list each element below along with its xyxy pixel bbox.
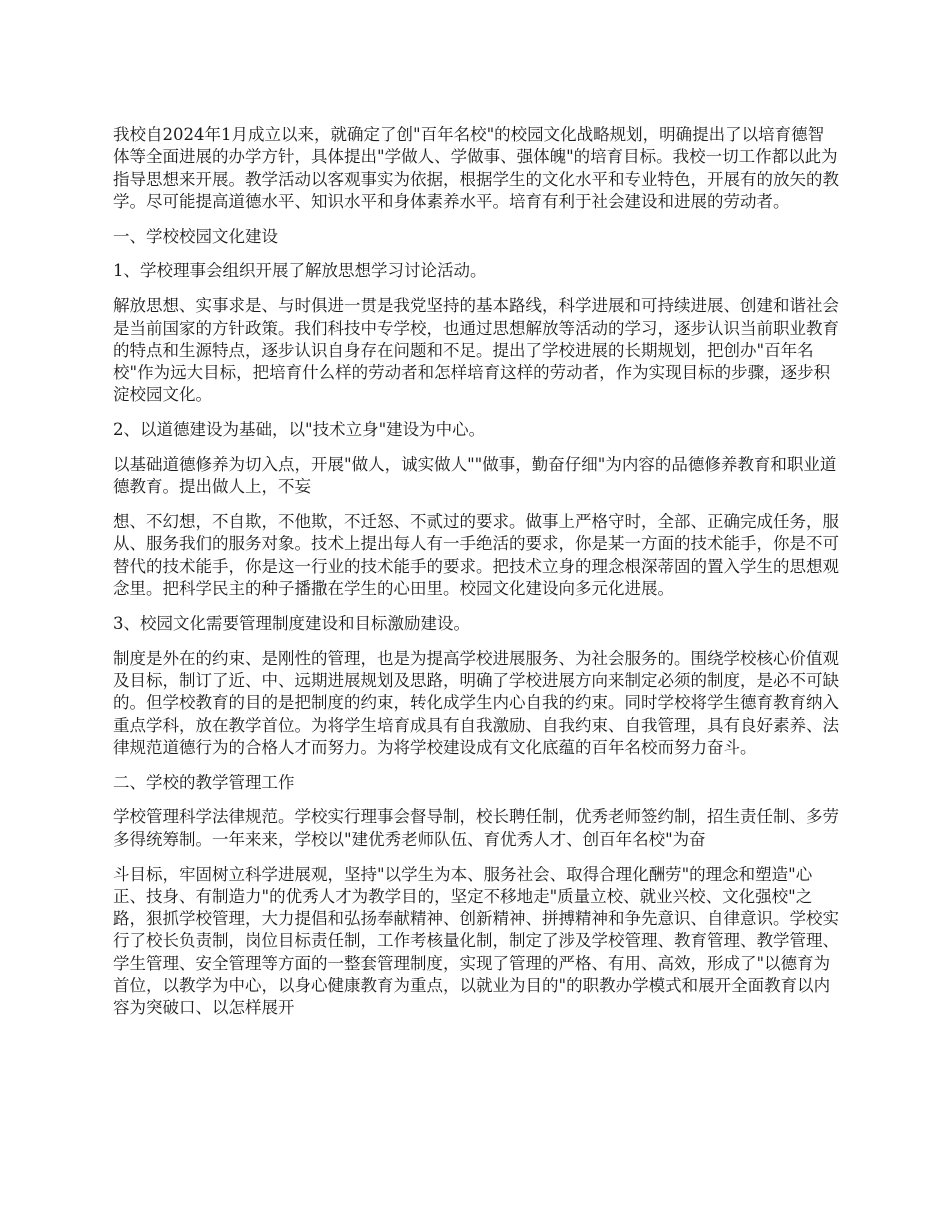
section-heading-campus-culture: 一、学校校园文化建设 — [113, 226, 278, 246]
subheading-3: 3、校园文化需要管理制度建设和目标激励建设。 — [113, 613, 470, 633]
paragraph-morality: 以基础道德修养为切入点，开展"做人，诚实做人""做事，勤奋仔细"为内容的品德修养教育和职业道德教育。提出做人上，不妄 — [113, 455, 837, 497]
paragraph-morality-cont: 想、不幻想，不自欺，不他欺，不迁怒、不贰过的要求。做事上严格守时，全部、正确完成任务，服从、服务我们的服务对象。技术上提出每人有一手绝活的要求，你是某一方面的技术能手，你是不可替代的技术能手，你是这一行业的技术能手的要求。把技术立身的理念根深蒂固的置入学生的思想观念里。把科学民主的种子播撒在学生的心田里。校园文化建设向多元化进展。 — [113, 512, 839, 599]
subheading-2: 2、以道德建设为基础，以"技术立身"建设为中心。 — [113, 420, 486, 440]
paragraph-liberation: 解放思想、实事求是、与时俱进一贯是我党坚持的基本路线，科学进展和可持续进展、创建和谐社会是当前国家的方针政策。我们科技中专学校，也通过思想解放等活动的学习，逐步认识当前职业教育的特点和生源特点，逐步认识自身存在问题和不足。提出了学校进展的长期规划，把创办"百年名校"作为远大目标，把培育什么样的劳动者和怎样培育这样的劳动者，作为实现目标的步骤，逐步积淀校园文化。 — [113, 296, 839, 405]
paragraph-management: 学校管理科学法律规范。学校实行理事会督导制，校长聘任制，优秀老师签约制，招生责任制、多劳多得统筹制。一年来来，学校以"建优秀老师队伍、育优秀人才、创百年名校"为奋 — [113, 807, 839, 849]
paragraph-management-cont: 斗目标，牢固树立科学进展观，坚持"以学生为本、服务社会、取得合理化酬劳"的理念和塑造"心正、技身、有制造力"的优秀人才为教学目的，坚定不移地走"质量立校、就业兴校、文化强校"之路，狠抓学校管理，大力提倡和弘扬奉献精神、创新精神、拼搏精神和争先意识、自律意识。学校实行了校长负责制，岗位目标责任制，工作考核量化制，制定了涉及学校管理、教育管理、教学管理、学生管理、安全管理等方面的一整套管理制度，实现了管理的严格、有用、高效，形成了"以德育为首位，以教学为中心，以身心健康教育为重点，以就业为目的"的职教办学模式和展开全面教育以内容为突破口、以怎样展开 — [113, 864, 839, 1018]
paragraph-system: 制度是外在的约束、是刚性的管理，也是为提高学校进展服务、为社会服务的。围绕学校核心价值观及目标，制订了近、中、远期进展规划及思路，明确了学校进展方向来制定必须的制度，是必不可缺的。但学校教育的目的是把制度的约束，转化成学生内心自我的约束。同时学校将学生德育教育纳入重点学科，放在教学首位。为将学生培育成具有自我激励、自我约束、自我管理，具有良好素养、法律规范道德行为的合格人才而努力。为将学校建设成有文化底蕴的百年名校而努力奋斗。 — [113, 648, 839, 757]
section-heading-teaching: 二、学校的教学管理工作 — [113, 772, 295, 792]
subheading-1: 1、学校理事会组织开展了解放思想学习讨论活动。 — [113, 261, 487, 281]
intro-paragraph: 我校自2024年1月成立以来，就确定了创"百年名校"的校园文化战略规划，明确提出了以培育德智体等全面进展的办学方针，具体提出"学做人、学做事、强体魄"的培育目标。我校一切工作都以此为指导思想来开展。教学活动以客观事实为依据，根据学生的文化水平和专业特色，开展有的放矢的教学。尽可能提高道德水平、知识水平和身体素养水平。培育有利于社会建设和进展的劳动者。 — [113, 125, 839, 211]
document-body — [113, 124, 840, 1032]
